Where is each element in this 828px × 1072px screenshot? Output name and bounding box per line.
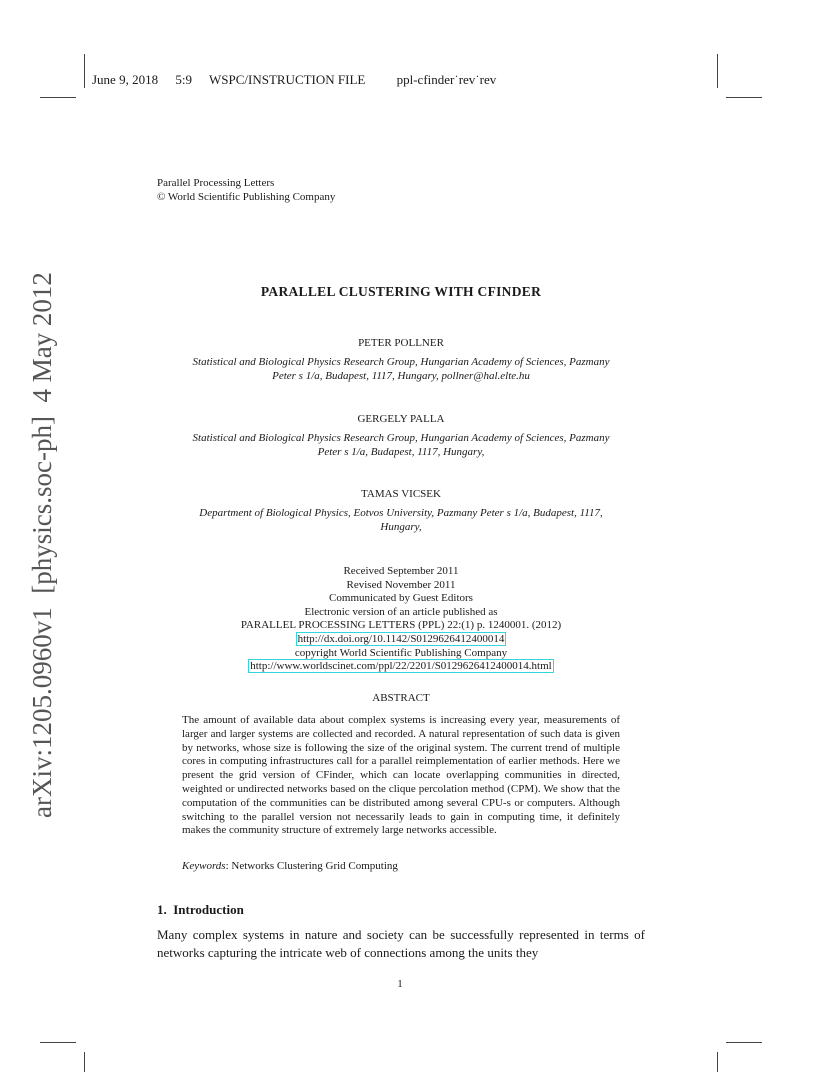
running-head-time: 5:9 [175,72,192,87]
affiliation-line: Peter s 1/a, Budapest, 1117, Hungary, pollner@hal.elte.hu [272,370,530,382]
author-affiliation [157,506,645,534]
keywords-value: : Networks Clustering Grid Computing [225,860,398,872]
crop-mark-top-left-horizontal [40,97,76,98]
journal-name: Parallel Processing Letters [157,177,275,189]
journal-link[interactable]: http://www.worldscinet.com/ppl/22/2201/S0129626412400014.html [250,660,552,673]
revised-date: Revised November 2011 [346,578,456,591]
author-name: PETER POLLNER [358,337,444,349]
journal-copyright: © World Scientific Publishing Company [157,191,336,203]
paper-title: PARALLEL CLUSTERING WITH CFINDER [260,284,542,299]
citation: PARALLEL PROCESSING LETTERS (PPL) 22:(1) p. 1240001. (2012) [240,619,562,632]
electronic-version-note: Electronic version of an article published as [304,605,498,618]
running-head [92,72,510,88]
crop-mark-bottom-right-horizontal [726,1042,762,1043]
crop-mark-top-right-horizontal [726,97,762,98]
abstract-text: The amount of available data about complex systems is increasing every year, measurements of larger and larger systems are collected and recorded. A natural representation of such data is given by networks, whose size is following the size of the original system. The current trend of multiple cores in computing infrastructures call for a parallel reimplementation of earlier methods. Here we present the grid version of CFinder, which can locate overlapping communities in directed, weighted or undirected networks based on the clique percolation method (CPM). We show that the computation of the communities can be distributed among several CPU-s or computers. Although switching to the parallel version not necessarily leads to gain in computing time, it definitely makes the community structure of extremely large networks accessible. [182,714,620,837]
author-affiliation [157,355,645,383]
affiliation-line: Statistical and Biological Physics Research Group, Hungarian Academy of Sciences, Pazmany [192,432,610,444]
page-number: 1 [397,978,403,990]
author-affiliation [157,431,645,459]
keywords-label: Keywords [182,860,226,872]
crop-mark-bottom-left-horizontal [40,1042,76,1043]
affiliation-line: Department of Biological Physics, Eotvos University, Pazmany Peter s 1/a, Budapest, 1117, [199,507,603,519]
affiliation-line: Peter s 1/a, Budapest, 1117, Hungary, [317,446,485,458]
abstract-heading: ABSTRACT [372,692,430,704]
crop-mark-bottom-left-vertical [84,1052,85,1072]
arxiv-sidebar-stamp: arXiv:1205.0960v1 [physics.soc-ph] 4 May 2012 [27,272,57,818]
publication-history [157,565,645,674]
running-head-file-type: WSPC/INSTRUCTION FILE [208,72,366,87]
journal-info [157,176,335,204]
running-head-date: June 9, 2018 [92,72,159,87]
copyright-note: copyright World Scientific Publishing Company [294,646,508,659]
affiliation-line: Hungary, [380,521,422,533]
received-date: Received September 2011 [343,565,459,577]
author-name: TAMAS VICSEK [361,488,441,500]
section-heading: 1. Introduction [157,902,244,917]
crop-mark-top-right-vertical [717,54,718,88]
doi-link[interactable]: http://dx.doi.org/10.1142/S0129626412400014 [297,632,505,645]
section-text: Many complex systems in nature and society can be successfully represented in terms of networks capturing the intricate web of connections among the units they [157,927,645,960]
communicated-by: Communicated by Guest Editors [329,592,473,605]
crop-mark-bottom-right-vertical [717,1052,718,1072]
author-name: GERGELY PALLA [357,413,445,425]
running-head-filename: ppl-cfinder˙rev˙rev [396,72,497,87]
affiliation-line: Statistical and Biological Physics Research Group, Hungarian Academy of Sciences, Pazmany [192,356,610,368]
keywords [182,860,398,872]
crop-mark-top-left-vertical [84,54,85,88]
